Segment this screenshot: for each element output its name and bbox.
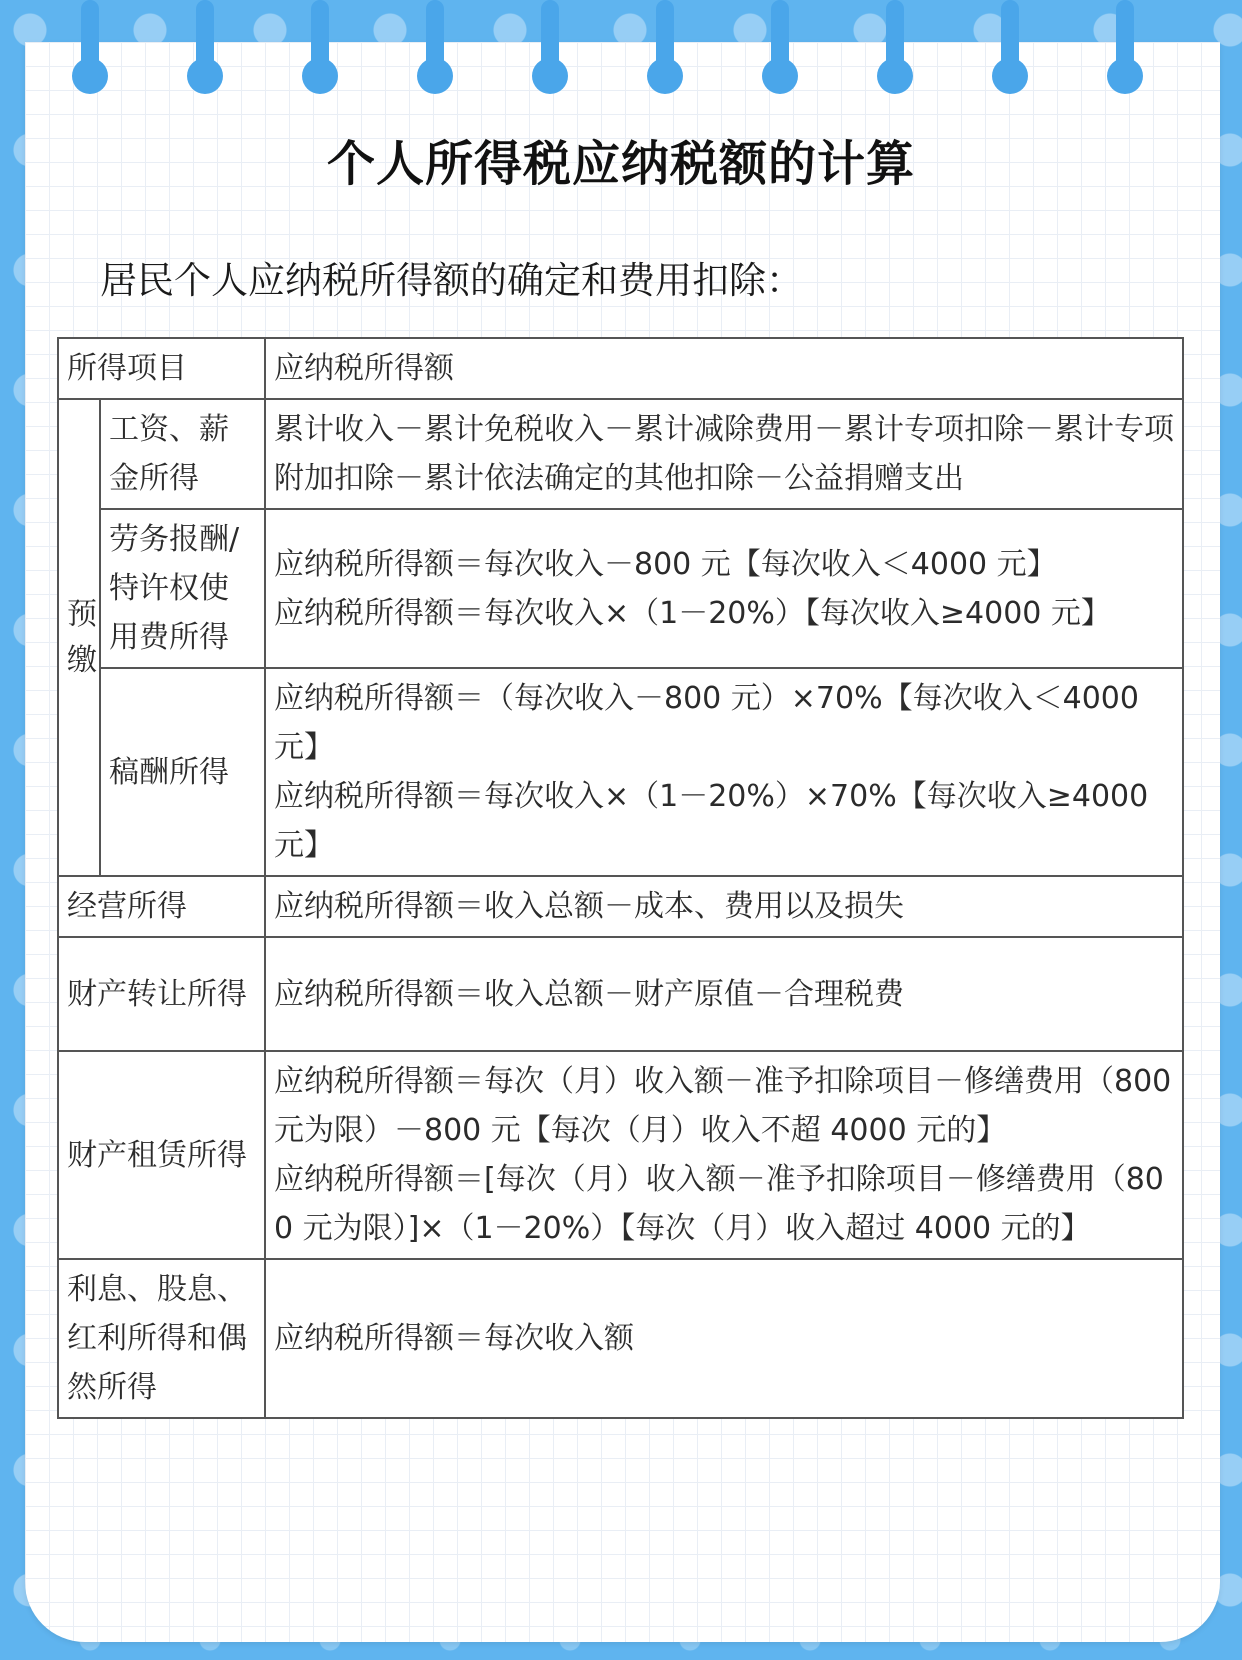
formula-labor [265, 509, 1183, 668]
formula-interest [265, 1259, 1183, 1418]
formula-wages [265, 399, 1183, 509]
formula-line: 应纳税所得额＝收入总额－成本、费用以及损失 [274, 889, 904, 924]
formula-line: 累计收入－累计免税收入－累计减除费用－累计专项扣除－累计专项附加扣除－累计依法确定的其他扣除－公益捐赠支出 [274, 412, 1174, 496]
table-row [58, 1051, 1183, 1259]
table-row [58, 1259, 1183, 1418]
item-label-labor: 劳务报酬/特许权使用费所得 [100, 509, 265, 668]
item-label-interest: 利息、股息、红利所得和偶然所得 [58, 1259, 265, 1418]
table-row [58, 937, 1183, 1051]
header-formula-cell: 应纳税所得额 [265, 338, 1183, 399]
formula-transfer [265, 937, 1183, 1051]
formula-royalty [265, 668, 1183, 876]
header-item-cell: 所得项目 [58, 338, 265, 399]
table-row [58, 876, 1183, 937]
formula-line: 应纳税所得额＝[每次（月）收入额－准予扣除项目－修缮费用（800 元为限）]×（1－20%）【每次（月）收入超过 4000 元的】 [274, 1162, 1164, 1246]
formula-line: 应纳税所得额＝每次收入×（1－20%）×70%【每次收入≥4000 元】 [274, 779, 1149, 863]
formula-line: 应纳税所得额＝每次（月）收入额－准予扣除项目－修缮费用（800 元为限）－800 元【每次（月）收入不超 4000 元的】 [274, 1064, 1172, 1148]
item-label-wages: 工资、薪金所得 [100, 399, 265, 509]
formula-line: 应纳税所得额＝（每次收入－800 元）×70%【每次收入＜4000 元】 [274, 681, 1139, 765]
page-title: 个人所得税应纳税额的计算 [326, 136, 915, 192]
formula-line: 应纳税所得额＝每次收入－800 元【每次收入＜4000 元】 [274, 546, 1057, 582]
prepay-group-cell: 预缴 [58, 399, 100, 876]
table-row [58, 509, 1183, 668]
item-label-transfer: 财产转让所得 [58, 937, 265, 1051]
table-row [58, 399, 1183, 509]
formula-lease [265, 1051, 1183, 1259]
formula-line: 应纳税所得额＝每次收入×（1－20%）【每次收入≥4000 元】 [274, 595, 1111, 631]
section-subtitle: 居民个人应纳税所得额的确定和费用扣除： [100, 259, 803, 302]
item-label-business: 经营所得 [58, 876, 265, 937]
table-row [58, 668, 1183, 876]
formula-line: 应纳税所得额＝每次收入额 [274, 1321, 634, 1356]
table-header-row [58, 338, 1183, 399]
item-label-lease: 财产租赁所得 [58, 1051, 265, 1259]
formula-line: 应纳税所得额＝收入总额－财产原值－合理税费 [274, 976, 904, 1012]
item-label-royalty: 稿酬所得 [100, 668, 265, 876]
formula-business [265, 876, 1183, 937]
tax-table [57, 337, 1184, 1419]
